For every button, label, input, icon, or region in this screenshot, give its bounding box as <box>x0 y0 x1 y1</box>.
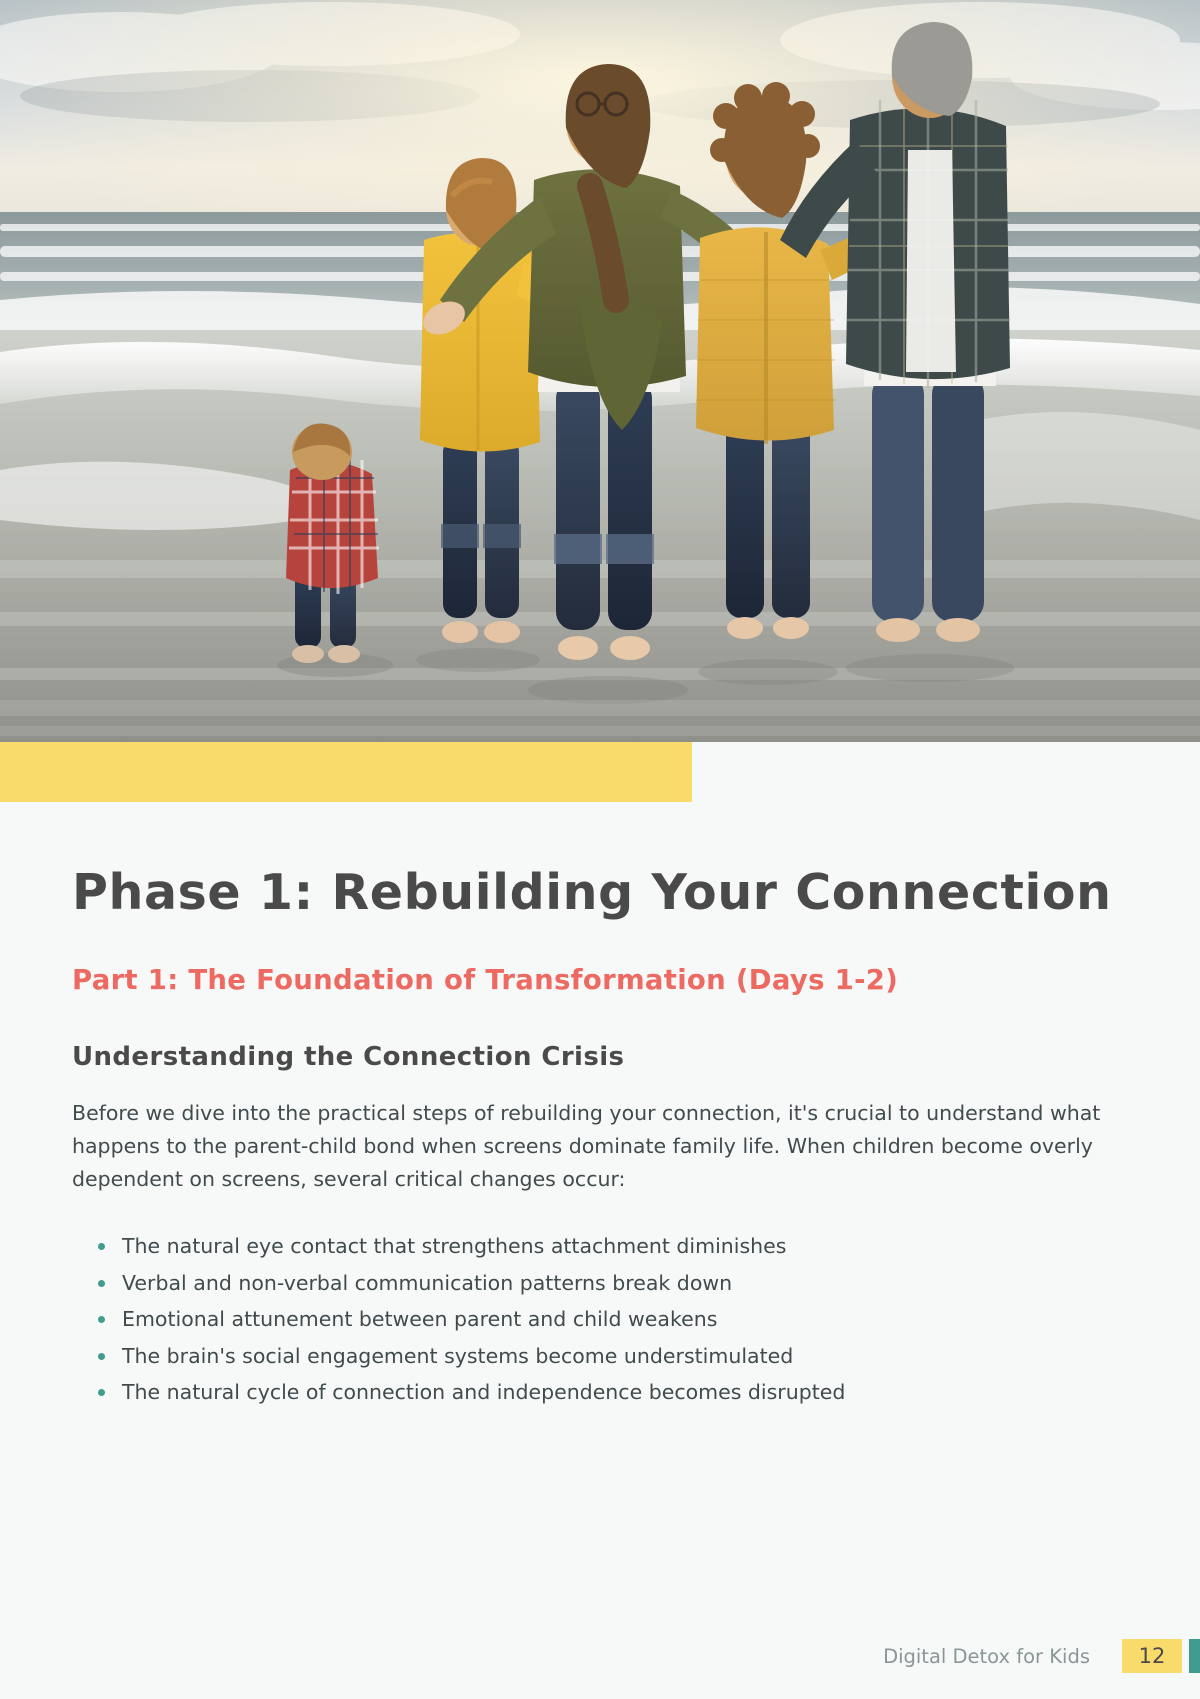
beach-family-illustration <box>0 0 1200 742</box>
list-item: The natural cycle of connection and independence becomes disrupted <box>98 1374 1127 1410</box>
list-item: The natural eye contact that strengthens attachment diminishes <box>98 1228 1127 1264</box>
page-subtitle: Part 1: The Foundation of Transformation (Days 1-2) <box>72 964 899 997</box>
body-paragraph: Before we dive into the practical steps of rebuilding your connection, it's crucial to understand what happens to the parent-child bond when screens dominate family life. When children become overly dependent on screens, several critical changes occur: <box>72 1100 1101 1191</box>
page-content <box>72 862 1127 1411</box>
book-title-label: Digital Detox for Kids <box>883 1644 1090 1668</box>
page-footer <box>883 1639 1200 1673</box>
hero-image <box>0 0 1200 742</box>
page-number: 12 <box>1122 1639 1182 1673</box>
footer-tick-accent <box>1189 1639 1200 1673</box>
section-heading: Understanding the Connection Crisis <box>72 1041 625 1072</box>
yellow-accent-bar <box>0 742 692 802</box>
list-item: Verbal and non-verbal communication patterns break down <box>98 1265 1127 1301</box>
list-item: Emotional attunement between parent and child weakens <box>98 1301 1127 1337</box>
page-title: Phase 1: Rebuilding Your Connection <box>72 864 1112 921</box>
list-item: The brain's social engagement systems become understimulated <box>98 1338 1127 1374</box>
bullet-list <box>72 1228 1127 1410</box>
